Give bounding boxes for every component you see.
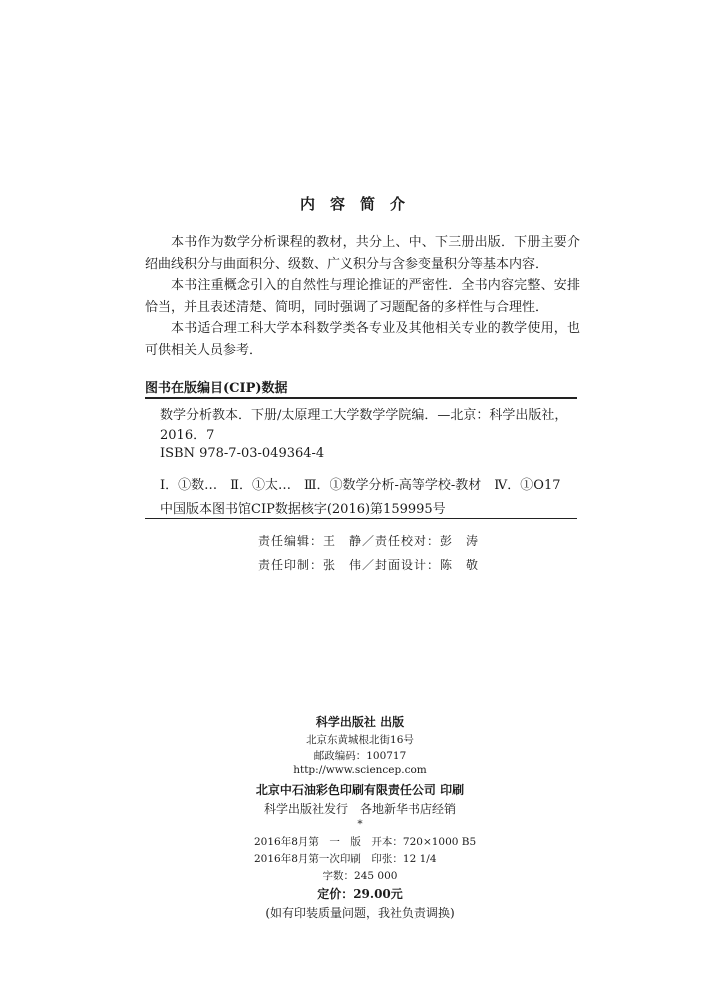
imprint-address: 北京东黄城根北街16号 [306,734,414,746]
intro-title: 内容简介 [299,195,420,213]
imprint-printer: 北京中石油彩色印刷有限责任公司 印刷 [255,783,465,797]
cip-bottom-rule [145,518,577,519]
staff-editors: 责任编辑：王 静／责任校对：彭 涛 [258,534,480,548]
cip-title-line: 数学分析教本．下册/太原理工大学数学学院编．—北京：科学出版社， [160,408,568,423]
cip-heading: 图书在版编目(CIP)数据 [145,381,288,396]
imprint-printing: 2016年8月第一次印刷 印张：12 1/4 [254,853,437,865]
imprint-publisher: 科学出版社 出版 [315,715,405,729]
imprint-separator: * [357,818,363,830]
imprint-word-count: 字数：245 000 [322,870,398,882]
intro-paragraph: 本书注重概念引入的自然性与理论推证的严密性．全书内容完整、安排恰当，并且表述清楚、简明，同时强调了习题配备的多样性与合理性． [145,278,580,315]
intro-paragraph: 本书适合理工科大学本科数学类各专业及其他相关专业的教学使用，也可供相关人员参考． [145,321,580,358]
imprint-notice: (如有印装质量问题，我社负责调换) [265,906,455,920]
cip-top-rule [145,397,577,399]
cip-record: 中国版本图书馆CIP数据核字(2016)第159995号 [160,502,446,517]
imprint-postcode: 邮政编码：100717 [313,750,407,762]
intro-body [145,232,580,362]
imprint-price: 定价：29.00元 [317,887,403,901]
cip-classification: Ⅰ．①数… Ⅱ．①太… Ⅲ．①数学分析-高等学校-教材 Ⅳ．①O17 [160,478,561,493]
imprint-website: http://www.sciencep.com [293,764,427,776]
imprint-distribution: 科学出版社发行 各地新华书店经销 [263,802,456,816]
intro-paragraph: 本书作为数学分析课程的教材，共分上、中、下三册出版．下册主要介绍曲线积分与曲面积分、级数、广义积分与含参变量积分等基本内容． [145,235,580,272]
cip-date-line: 2016．7 [160,428,215,443]
cip-isbn: ISBN 978-7-03-049364-4 [160,446,325,461]
staff-production: 责任印制：张 伟／封面设计：陈 敬 [258,558,480,572]
imprint-edition: 2016年8月第 一 版 开本：720×1000 B5 [254,836,477,848]
